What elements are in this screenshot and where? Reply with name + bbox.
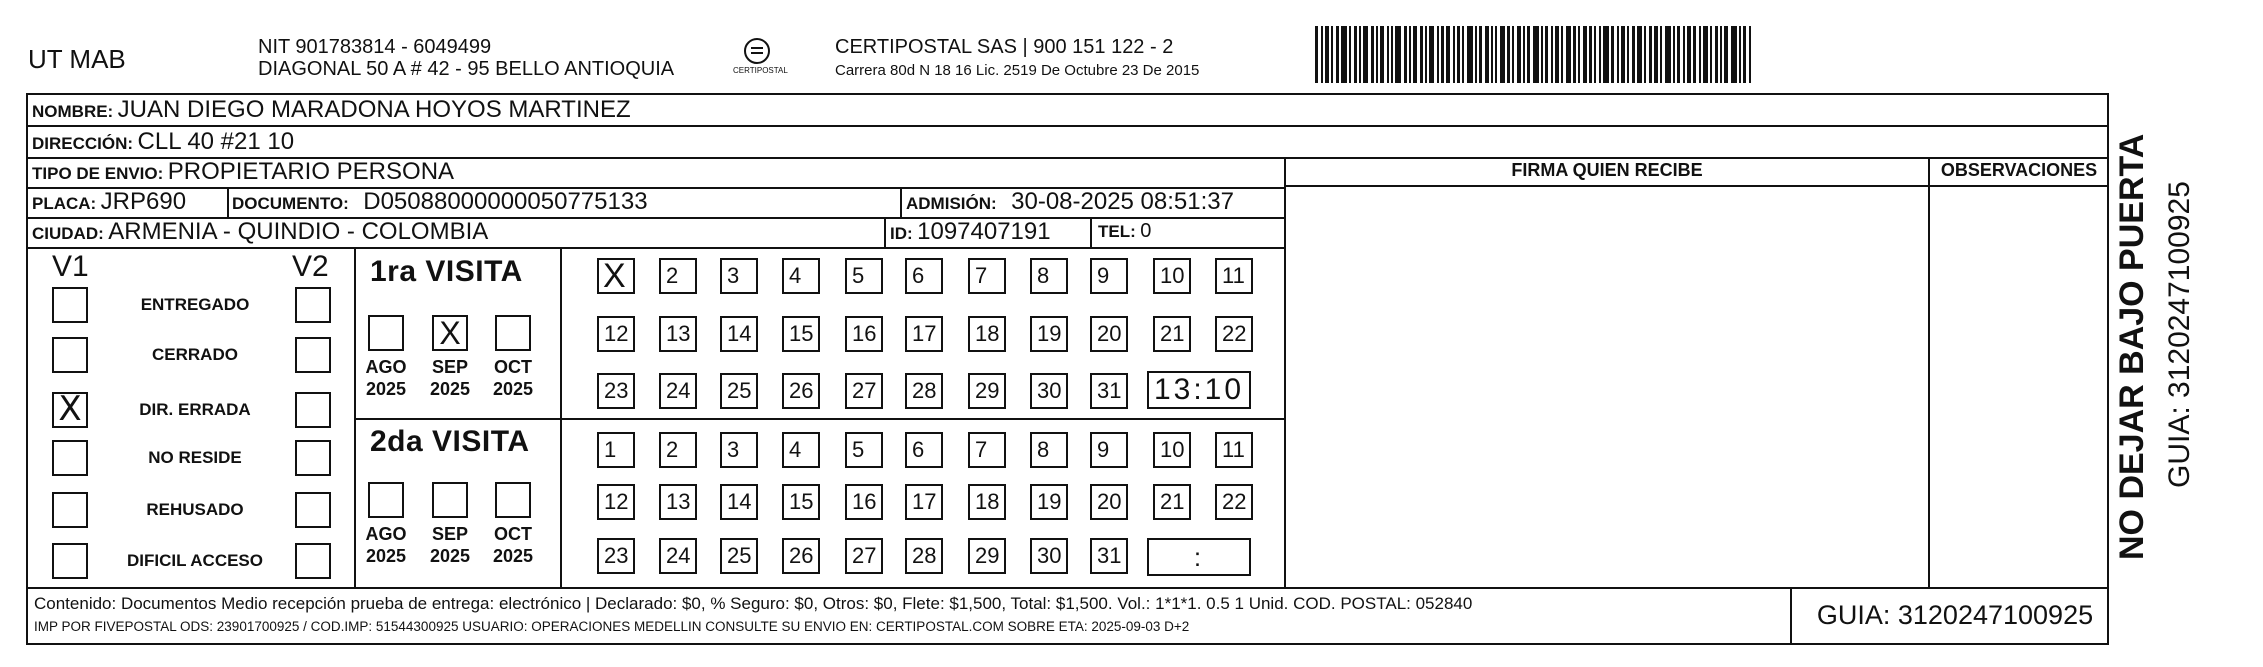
v1-label: V1 <box>52 250 89 283</box>
visit1-day-box[interactable]: 20 <box>1090 316 1128 352</box>
barcode-bar <box>1491 26 1493 83</box>
ciudad-cell <box>32 218 488 246</box>
barcode-bar <box>1617 26 1619 83</box>
barcode-bar <box>1578 26 1580 83</box>
direccion-row <box>32 128 294 156</box>
tel-label: TEL: <box>1098 222 1136 241</box>
visit2-day-box[interactable]: 21 <box>1153 484 1191 520</box>
visit1-day-box[interactable]: 13 <box>659 316 697 352</box>
barcode-bar <box>1475 26 1477 83</box>
barcode-bar <box>1611 26 1614 83</box>
ciudad-label: CIUDAD: <box>32 224 104 243</box>
company-address: DIAGONAL 50 A # 42 - 95 BELLO ANTIOQUIA <box>258 58 675 80</box>
visit1-day-box[interactable]: 7 <box>968 258 1006 294</box>
barcode-bar <box>1404 26 1407 83</box>
barcode-bar <box>1673 26 1675 83</box>
visit2-day-box[interactable]: 25 <box>720 538 758 574</box>
visit1-day-box[interactable]: X <box>597 258 635 294</box>
divider <box>26 587 2109 589</box>
visit2-day-box[interactable]: 7 <box>968 432 1006 468</box>
barcode-bar <box>1627 26 1629 83</box>
divider <box>26 125 2109 127</box>
status-v2-checkbox[interactable] <box>295 492 331 528</box>
status-label: DIR. ERRADA <box>139 400 251 419</box>
barcode-bar <box>1720 26 1722 83</box>
visit2-month-checkbox[interactable] <box>495 482 531 518</box>
visit2-day-box[interactable]: 31 <box>1090 538 1128 574</box>
visit2-day-box[interactable]: 23 <box>597 538 635 574</box>
visit1-day-box[interactable]: 3 <box>720 258 758 294</box>
logo-text: CERTIPOSTAL <box>733 66 788 75</box>
barcode-bar <box>1420 26 1423 83</box>
tipo-row <box>32 158 454 186</box>
tel-value: 0 <box>1140 220 1152 242</box>
visit2-day-box[interactable]: 5 <box>845 432 883 468</box>
barcode-bar <box>1621 26 1625 83</box>
observaciones-header: OBSERVACIONES <box>1940 160 2098 180</box>
barcode-bar <box>1573 26 1576 83</box>
visit2-month-label: OCT <box>494 524 532 544</box>
certipostal-line2: Carrera 80d N 18 16 Lic. 2519 De Octubre 23 De 2015 <box>835 62 1200 79</box>
barcode-bar <box>1325 26 1329 83</box>
certipostal-line1: CERTIPOSTAL SAS | 900 151 122 - 2 <box>835 36 1174 58</box>
placa-cell <box>32 188 186 216</box>
barcode-bar <box>1359 26 1361 83</box>
barcode-bar <box>1409 26 1411 83</box>
barcode-bar <box>1349 26 1351 83</box>
barcode-bar <box>1533 26 1539 83</box>
barcode-bar <box>1354 26 1357 83</box>
visit1-month-checkbox[interactable] <box>368 315 404 351</box>
barcode-bar <box>1462 26 1464 83</box>
visit2-day-box[interactable]: 12 <box>597 484 635 520</box>
visit2-month-checkbox[interactable] <box>368 482 404 518</box>
status-v2-checkbox[interactable] <box>295 392 331 428</box>
barcode-bar <box>1429 26 1434 83</box>
barcode-bar <box>1637 26 1642 83</box>
footer-line1: Contenido: Documentos Medio recepción prueba de entrega: electrónico | Declarado: $0, % Seguro: $0, Otros: $0, Flete: $1,500, Total: $1,500. Vol.: 1*1*1. 0.5 1 Unid. COD. POSTAL: 052840 <box>34 594 1473 613</box>
side-guia: GUIA: 3120247100925 <box>2163 181 2196 488</box>
visit1-day-box[interactable]: 2 <box>659 258 697 294</box>
barcode-bar <box>1665 26 1671 83</box>
barcode-bar <box>1523 26 1525 83</box>
visit2-month-label: SEP <box>431 524 469 544</box>
status-v1-checkbox[interactable] <box>52 543 88 579</box>
barcode-bar <box>1371 26 1374 83</box>
visit2-year-label: 2025 <box>429 546 471 566</box>
barcode-bar <box>1749 26 1751 83</box>
visit2-day-box[interactable]: 16 <box>845 484 883 520</box>
visit2-day-box[interactable]: 11 <box>1215 432 1253 468</box>
company-nit: NIT 901783814 - 6049499 <box>258 36 492 58</box>
nombre-row <box>32 96 631 124</box>
divider <box>1090 217 1092 247</box>
barcode-bar <box>1710 26 1712 83</box>
status-v1-checkbox[interactable] <box>52 440 88 476</box>
barcode-bar <box>1527 26 1530 83</box>
barcode-bar <box>1743 26 1746 83</box>
documento-value: D05088000000050775133 <box>363 188 648 215</box>
visit1-day-box[interactable]: 27 <box>845 373 883 409</box>
barcode-bar <box>1315 26 1318 83</box>
visit1-day-box[interactable]: 10 <box>1153 258 1191 294</box>
visit1-day-box[interactable]: 19 <box>1030 316 1068 352</box>
barcode-bar <box>1632 26 1635 83</box>
barcode-bar <box>1479 26 1482 83</box>
barcode-bar <box>1693 26 1696 83</box>
barcode-bar <box>1660 26 1662 83</box>
visit1-day-box[interactable]: 26 <box>782 373 820 409</box>
visit1-month-label: OCT <box>494 357 532 377</box>
visit2-day-box[interactable]: 15 <box>782 484 820 520</box>
barcode-bar <box>1495 26 1497 83</box>
visit1-day-box[interactable]: 23 <box>597 373 635 409</box>
status-label: NO RESIDE <box>148 448 242 467</box>
visit1-year-label: 2025 <box>492 379 534 399</box>
visit1-month-checkbox[interactable]: X <box>432 315 468 351</box>
barcode-bar <box>1387 26 1389 83</box>
barcode-bar <box>1594 26 1596 83</box>
barcode-bar <box>1500 26 1505 83</box>
visit2-day-box[interactable]: 13 <box>659 484 697 520</box>
barcode-bar <box>1683 26 1685 83</box>
status-v1-checkbox[interactable] <box>52 337 88 373</box>
visit1-day-box[interactable]: 22 <box>1215 316 1253 352</box>
barcode-bar <box>1485 26 1489 83</box>
visit2-day-box[interactable]: 19 <box>1030 484 1068 520</box>
documento-label: DOCUMENTO: <box>232 194 349 213</box>
visit2-month-checkbox[interactable] <box>432 482 468 518</box>
barcode-bar <box>1644 26 1646 83</box>
observaciones-area[interactable] <box>1930 187 2108 587</box>
barcode-bar <box>1341 26 1347 83</box>
visit2-day-box[interactable]: 28 <box>905 538 943 574</box>
company-name: UT MAB <box>28 44 126 74</box>
status-v1-checkbox[interactable] <box>52 492 88 528</box>
visit1-title: 1ra VISITA <box>370 255 523 288</box>
visit2-day-box[interactable]: 17 <box>905 484 943 520</box>
status-label: DIFICIL ACCESO <box>126 551 263 570</box>
barcode-bar <box>1395 26 1401 83</box>
barcode-bar <box>1583 26 1587 83</box>
visit1-month-label: SEP <box>431 357 469 377</box>
visit1-day-box[interactable]: 4 <box>782 258 820 294</box>
barcode-bar <box>1507 26 1510 83</box>
status-v1-checkbox[interactable]: X <box>52 392 88 428</box>
visit1-day-box[interactable]: 16 <box>845 316 883 352</box>
status-label: ENTREGADO <box>140 295 250 314</box>
status-v2-checkbox[interactable] <box>295 440 331 476</box>
visit1-day-box[interactable]: 5 <box>845 258 883 294</box>
visit1-day-box[interactable]: 9 <box>1090 258 1128 294</box>
visit2-day-box[interactable]: 10 <box>1153 432 1191 468</box>
admision-cell <box>906 188 1234 216</box>
visit2-title: 2da VISITA <box>370 425 530 458</box>
firma-header: FIRMA QUIEN RECIBE <box>1511 160 1703 180</box>
barcode-bar <box>1589 26 1592 83</box>
ciudad-value: ARMENIA - QUINDIO - COLOMBIA <box>108 218 489 245</box>
id-cell <box>890 218 1051 246</box>
direccion-label: DIRECCIÓN: <box>32 134 134 153</box>
status-v2-checkbox[interactable] <box>295 287 331 323</box>
visit2-day-box[interactable]: 22 <box>1215 484 1253 520</box>
barcode <box>1315 26 1955 83</box>
visit1-time[interactable]: 13:10 <box>1147 371 1251 409</box>
barcode-bar <box>1541 26 1543 83</box>
v2-label: V2 <box>292 250 329 283</box>
visit2-day-box[interactable]: 9 <box>1090 432 1128 468</box>
barcode-bar <box>1649 26 1652 83</box>
barcode-bar <box>1336 26 1339 83</box>
visit2-day-box[interactable]: 27 <box>845 538 883 574</box>
visit2-month-label: AGO <box>365 524 407 544</box>
barcode-bar <box>1425 26 1427 83</box>
tel-cell <box>1098 220 1151 243</box>
visit2-year-label: 2025 <box>365 546 407 566</box>
divider <box>884 217 886 247</box>
barcode-bar <box>1561 26 1563 83</box>
barcode-bar <box>1457 26 1460 83</box>
visit1-day-box[interactable]: 21 <box>1153 316 1191 352</box>
status-v2-checkbox[interactable] <box>295 337 331 373</box>
visit2-day-box[interactable]: 29 <box>968 538 1006 574</box>
barcode-bar <box>1603 26 1609 83</box>
visit2-day-box[interactable]: 20 <box>1090 484 1128 520</box>
visit2-day-box[interactable]: 6 <box>905 432 943 468</box>
visit2-day-box[interactable]: 14 <box>720 484 758 520</box>
visit1-year-label: 2025 <box>429 379 471 399</box>
placa-label: PLACA: <box>32 194 97 213</box>
visit2-time[interactable]: : <box>1147 538 1251 576</box>
visit1-month-label: AGO <box>365 357 407 377</box>
documento-cell <box>232 188 648 216</box>
tipo-value: PROPIETARIO PERSONA <box>167 158 455 185</box>
barcode-bar <box>1321 26 1323 83</box>
barcode-bar <box>1413 26 1417 83</box>
visit1-day-box[interactable]: 8 <box>1030 258 1068 294</box>
visit1-month-checkbox[interactable] <box>495 315 531 351</box>
barcode-bar <box>1599 26 1601 83</box>
barcode-bar <box>1731 26 1737 83</box>
barcode-bar <box>1739 26 1741 83</box>
nombre-label: NOMBRE: <box>32 102 114 121</box>
barcode-bar <box>1391 26 1393 83</box>
visit2-day-box[interactable]: 30 <box>1030 538 1068 574</box>
visit2-year-label: 2025 <box>492 546 534 566</box>
visit1-day-box[interactable]: 30 <box>1030 373 1068 409</box>
visit1-day-box[interactable]: 17 <box>905 316 943 352</box>
visit1-day-box[interactable]: 14 <box>720 316 758 352</box>
id-label: ID: <box>890 224 913 243</box>
visit1-day-box[interactable]: 11 <box>1215 258 1253 294</box>
divider <box>227 187 229 217</box>
direccion-value: CLL 40 #21 10 <box>137 128 295 155</box>
barcode-bar <box>1654 26 1658 83</box>
tipo-label: TIPO DE ENVIO: <box>32 164 164 183</box>
visit1-day-box[interactable]: 6 <box>905 258 943 294</box>
barcode-bar <box>1724 26 1728 83</box>
visit1-day-box[interactable]: 29 <box>968 373 1006 409</box>
status-v2-checkbox[interactable] <box>295 543 331 579</box>
signature-area[interactable] <box>1286 187 1928 587</box>
visit2-day-box[interactable]: 24 <box>659 538 697 574</box>
side-warning: NO DEJAR BAJO PUERTA <box>2113 133 2151 560</box>
status-label: REHUSADO <box>146 500 244 519</box>
barcode-bar <box>1551 26 1553 83</box>
status-v1-checkbox[interactable] <box>52 287 88 323</box>
visit1-year-label: 2025 <box>365 379 407 399</box>
barcode-bar <box>1703 26 1708 83</box>
barcode-bar <box>1380 26 1384 83</box>
footer-guia: GUIA: 3120247100925 <box>1816 600 2094 630</box>
barcode-bar <box>1677 26 1680 83</box>
visit2-day-box[interactable]: 3 <box>720 432 758 468</box>
barcode-bar <box>1517 26 1521 83</box>
barcode-bar <box>1467 26 1473 83</box>
barcode-bar <box>1376 26 1378 83</box>
barcode-bar <box>1441 26 1444 83</box>
divider <box>900 187 902 217</box>
barcode-bar <box>1699 26 1701 83</box>
visit1-day-box[interactable]: 24 <box>659 373 697 409</box>
visit1-day-box[interactable]: 25 <box>720 373 758 409</box>
certipostal-logo <box>733 36 788 80</box>
visit2-day-box[interactable]: 4 <box>782 432 820 468</box>
visit1-day-box[interactable]: 18 <box>968 316 1006 352</box>
barcode-bar <box>1453 26 1455 83</box>
divider <box>354 418 1284 420</box>
visit2-day-box[interactable]: 1 <box>597 432 635 468</box>
placa-value: JRP690 <box>100 188 187 215</box>
visit2-day-box[interactable]: 2 <box>659 432 697 468</box>
barcode-bar <box>1687 26 1691 83</box>
status-label: CERRADO <box>152 345 238 364</box>
divider <box>26 247 1286 249</box>
admision-label: ADMISIÓN: <box>906 194 997 213</box>
barcode-bar <box>1545 26 1548 83</box>
barcode-bar <box>1437 26 1439 83</box>
id-value: 1097407191 <box>917 218 1051 245</box>
visit2-day-box[interactable]: 8 <box>1030 432 1068 468</box>
barcode-bar <box>1566 26 1571 83</box>
divider <box>560 247 562 587</box>
divider <box>1790 587 1792 645</box>
barcode-bar <box>1363 26 1368 83</box>
nombre-value: JUAN DIEGO MARADONA HOYOS MARTINEZ <box>117 96 631 123</box>
barcode-bar <box>1715 26 1718 83</box>
footer-line2: IMP POR FIVEPOSTAL ODS: 23901700925 / COD.IMP: 51544300925 USUARIO: OPERACIONES MEDELLIN CONSULTE SU ENVIO EN: CERTIPOSTAL.COM SOBRE ETA: 2025-09-03 D+2 <box>34 619 1190 634</box>
visit1-day-box[interactable]: 15 <box>782 316 820 352</box>
barcode-bar <box>1446 26 1450 83</box>
visit2-day-box[interactable]: 18 <box>968 484 1006 520</box>
visit1-day-box[interactable]: 12 <box>597 316 635 352</box>
admision-value: 30-08-2025 08:51:37 <box>1011 188 1234 215</box>
visit2-day-box[interactable]: 26 <box>782 538 820 574</box>
barcode-bar <box>1555 26 1559 83</box>
barcode-bar <box>1512 26 1514 83</box>
barcode-bar <box>1331 26 1333 83</box>
visit1-day-box[interactable]: 31 <box>1090 373 1128 409</box>
visit1-day-box[interactable]: 28 <box>905 373 943 409</box>
